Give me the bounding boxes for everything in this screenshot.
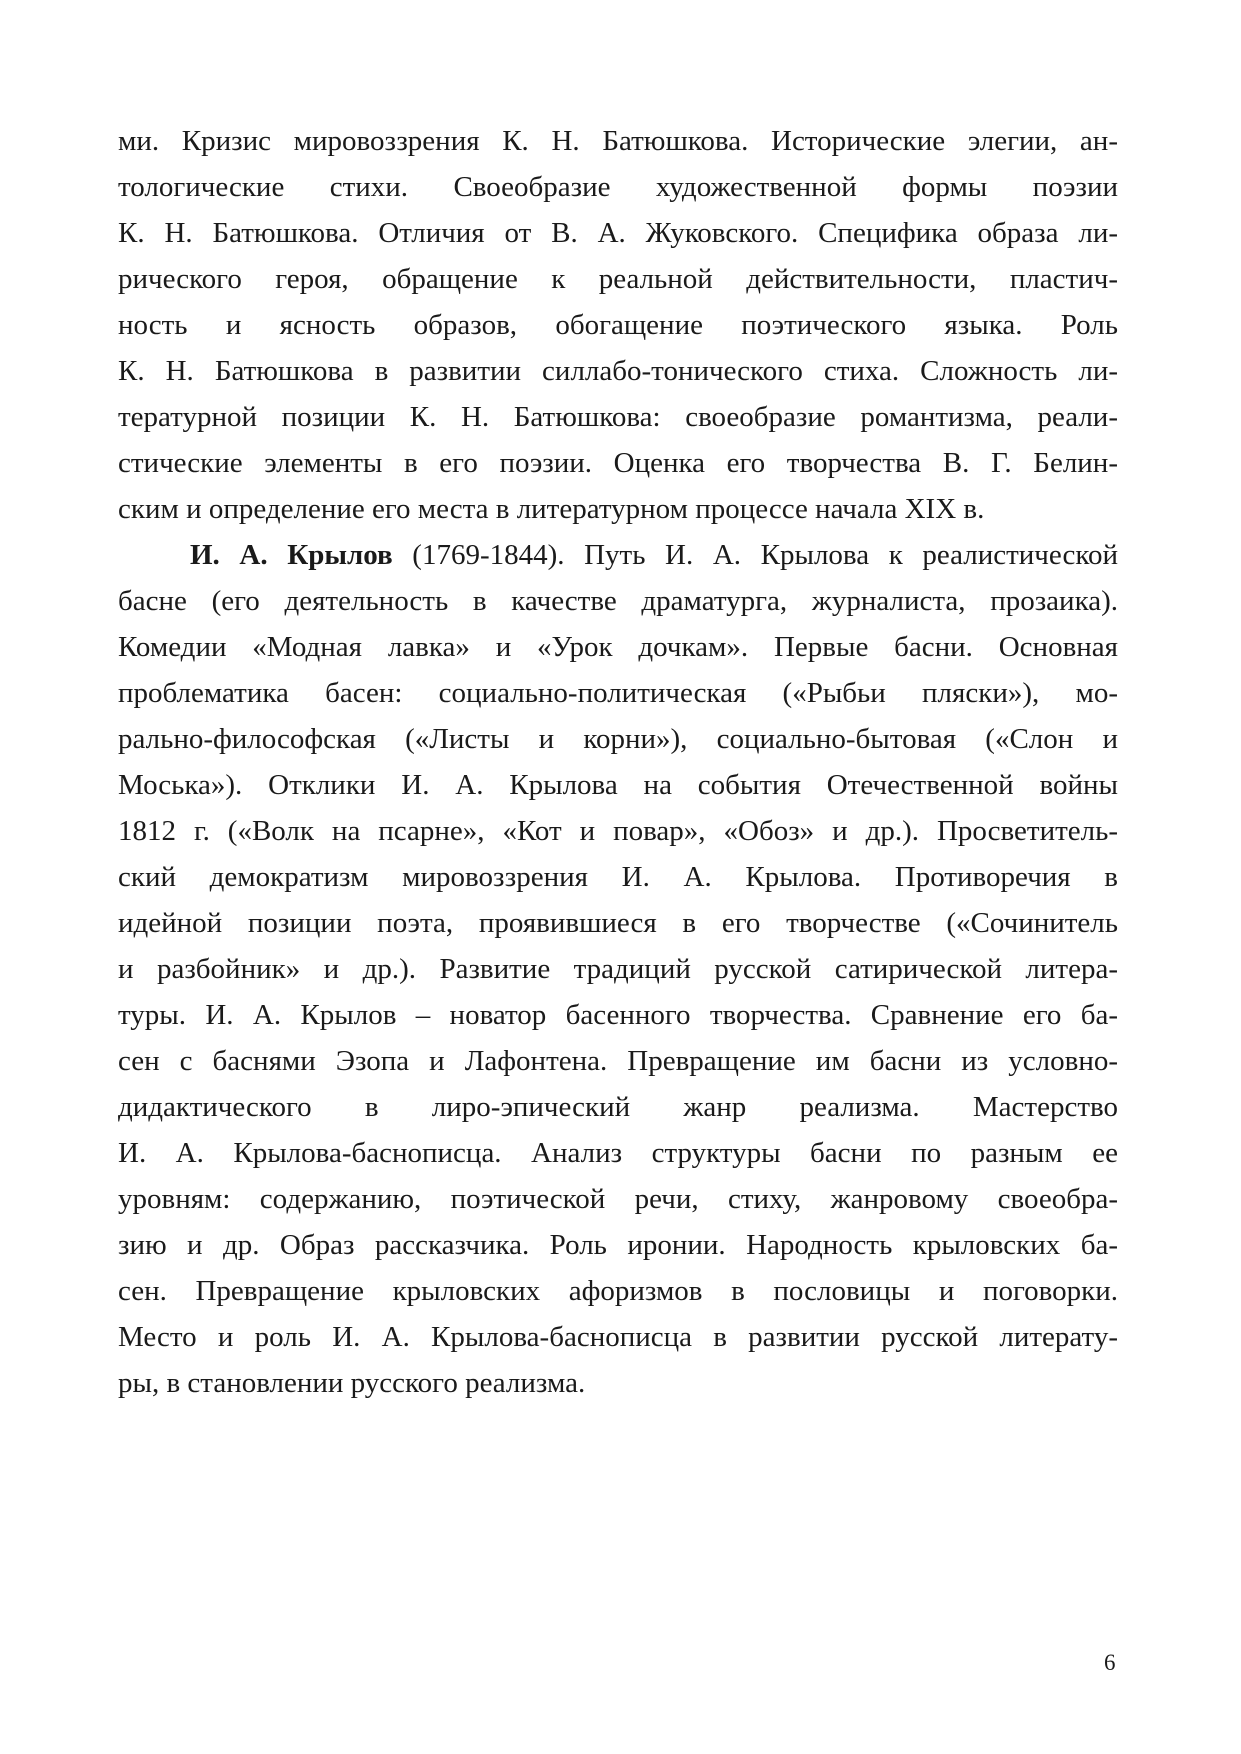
text-line: и разбойник» и др.). Развитие традиций русской сатирической литера- — [118, 953, 1118, 985]
text-line: тологические стихи. Своеобразие художественной формы поэзии — [118, 171, 1118, 203]
text-line: ский демократизм мировоззрения И. А. Крылова. Противоречия в — [118, 861, 1118, 893]
text-line: сен. Превращение крыловских афоризмов в пословицы и поговорки. — [118, 1275, 1118, 1307]
section-heading: И. А. Крылов — [190, 539, 393, 571]
text-line: басне (его деятельность в качестве драматурга, журналиста, прозаика). — [118, 585, 1118, 617]
text-line: дидактического в лиро-эпический жанр реализма. Мастерство — [118, 1091, 1118, 1123]
text-line: ность и ясность образов, обогащение поэтического языка. Роль — [118, 309, 1118, 341]
text-line: 1812 г. («Волк на псарне», «Кот и повар», «Обоз» и др.). Просветитель- — [118, 815, 1118, 847]
first-line-text: (1769-1844). Путь И. А. Крылова к реалистической — [392, 539, 1118, 571]
text-line: проблематика басен: социально-политическая («Рыбьи пляски»), мо- — [118, 677, 1118, 709]
text-line: рально-философская («Листы и корни»), социально-бытовая («Слон и — [118, 723, 1118, 755]
text-line: Место и роль И. А. Крылова-баснописца в развитии русской литерату- — [118, 1321, 1118, 1353]
text-line: зию и др. Образ рассказчика. Роль иронии. Народность крыловских ба- — [118, 1229, 1118, 1261]
text-line: И. А. Крылова-баснописца. Анализ структуры басни по разным ее — [118, 1137, 1118, 1169]
text-line: сен с баснями Эзопа и Лафонтена. Превращение им басни из условно- — [118, 1045, 1118, 1077]
body-text — [118, 118, 1118, 1406]
text-line: рического героя, обращение к реальной действительности, пластич- — [118, 263, 1118, 295]
text-line: ским и определение его места в литературном процессе начала XIX в. — [118, 493, 985, 525]
text-line: ры, в становлении русского реализма. — [118, 1367, 586, 1399]
text-line: идейной позиции поэта, проявившиеся в его творчестве («Сочинитель — [118, 907, 1118, 939]
text-line: Комедии «Модная лавка» и «Урок дочкам». Первые басни. Основная — [118, 631, 1118, 663]
text-line: Моська»). Отклики И. А. Крылова на события Отечественной войны — [118, 769, 1118, 801]
text-line-first — [118, 532, 1118, 578]
text-line: стические элементы в его поэзии. Оценка его творчества В. Г. Белин- — [118, 447, 1118, 479]
text-line: ми. Кризис мировоззрения К. Н. Батюшкова. Исторические элегии, ан- — [118, 125, 1118, 157]
text-line: туры. И. А. Крылов – новатор басенного творчества. Сравнение его ба- — [118, 999, 1118, 1031]
text-line: тературной позиции К. Н. Батюшкова: своеобразие романтизма, реали- — [118, 401, 1118, 433]
text-line: К. Н. Батюшкова. Отличия от В. А. Жуковского. Специфика образа ли- — [118, 217, 1118, 249]
text-line: К. Н. Батюшкова в развитии силлабо-тонического стиха. Сложность ли- — [118, 355, 1118, 387]
paragraph-krylov — [118, 532, 1118, 1406]
page-number: 6 — [1104, 1650, 1116, 1675]
text-line: уровням: содержанию, поэтической речи, стиху, жанровому своеобра- — [118, 1183, 1118, 1215]
paragraph-batyushkov — [118, 118, 1118, 532]
